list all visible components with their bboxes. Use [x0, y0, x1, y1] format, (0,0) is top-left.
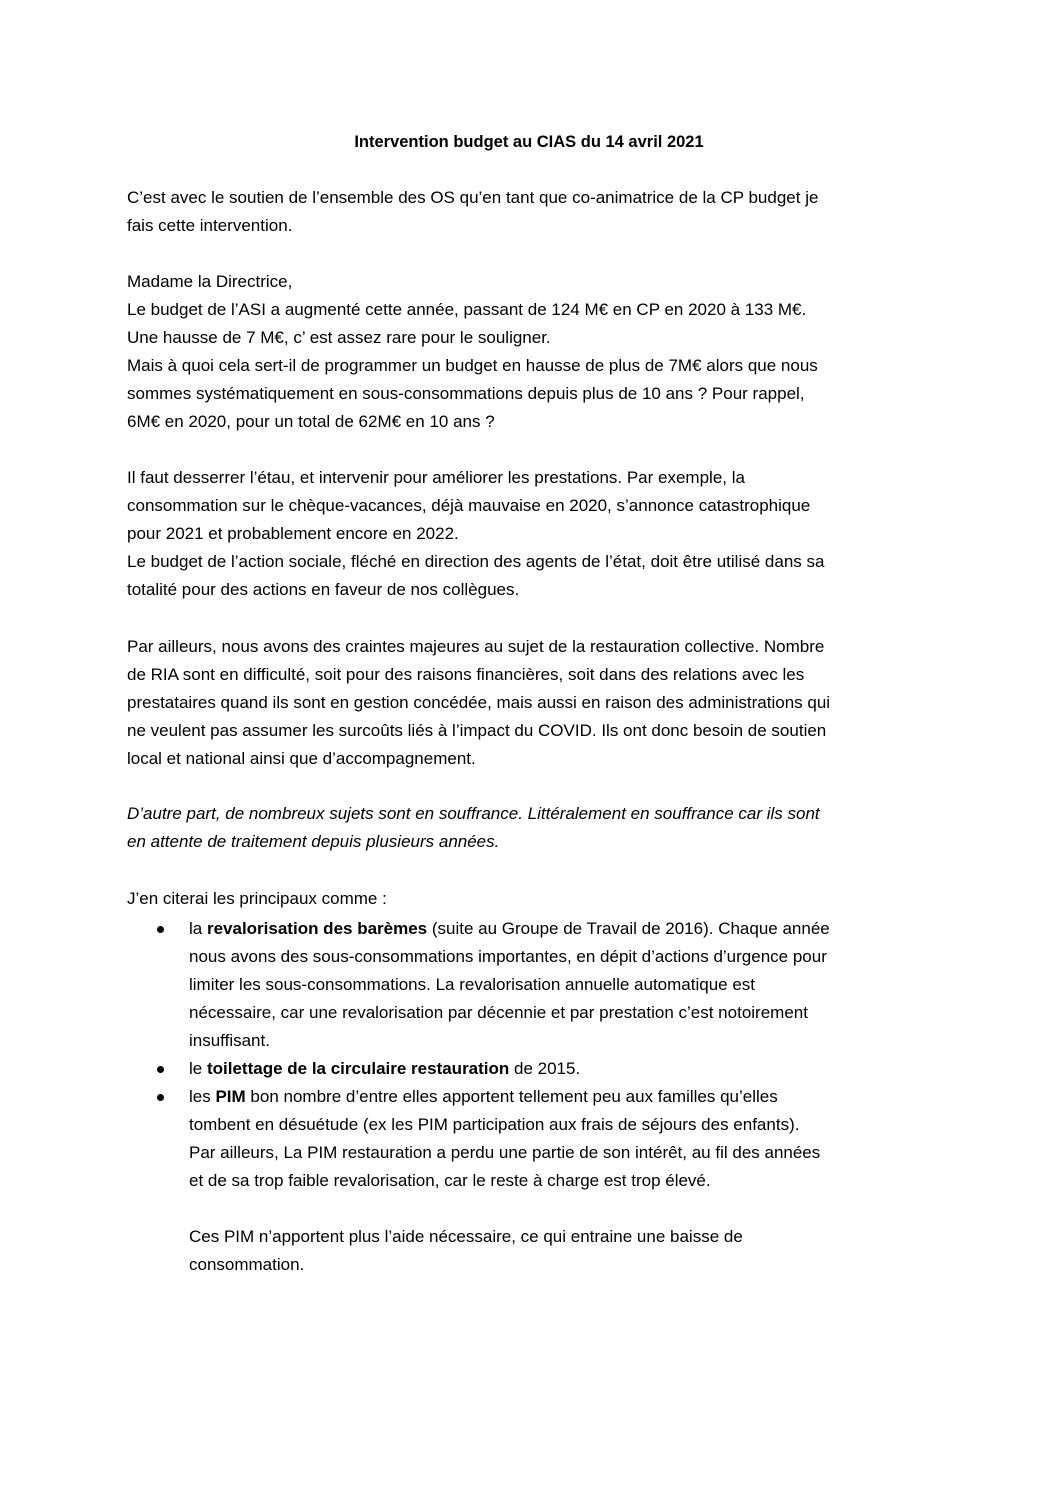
text-line: Par ailleurs, La PIM restauration a perdu une partie de son intérêt, au fil des années: [189, 1143, 821, 1162]
text-line: local et national ainsi que d’accompagnement.: [127, 749, 476, 768]
bold-term: revalorisation des barèmes: [206, 919, 428, 938]
text-line: Il faut desserrer l’étau, et intervenir pour améliorer les prestations. Par exemple, la: [127, 468, 745, 487]
text-line: ne veulent pas assumer les surcoûts liés à l’impact du COVID. Ils ont donc besoin de soutien: [127, 721, 827, 740]
intro-paragraph: [127, 184, 942, 240]
closing-paragraph: [189, 1223, 949, 1279]
text-line: les PIM bon nombre d’entre elles apportent tellement peu aux familles qu’elles: [189, 1087, 778, 1106]
text-line: C’est avec le soutien de l’ensemble des OS qu’en tant que co-animatrice de la CP budget je: [127, 188, 819, 207]
text-line: le toilettage de la circulaire restauration de 2015.: [189, 1059, 581, 1078]
bullet-icon: [157, 926, 164, 933]
text-line: la revalorisation des barèmes (suite au Groupe de Travail de 2016). Chaque année: [189, 919, 830, 938]
bullet-icon: [157, 1066, 164, 1073]
topics-list: [127, 915, 942, 1195]
text-line: et de sa trop faible revalorisation, car le reste à charge est trop élevé.: [189, 1171, 711, 1190]
text-line: de RIA sont en difficulté, soit pour des raisons financières, soit dans des relations avec les: [127, 665, 805, 684]
text-line: Mais à quoi cela sert-il de programmer un budget en hausse de plus de 7M€ alors que nous: [127, 356, 818, 375]
text-line: sommes systématiquement en sous-consommations depuis plus de 10 ans ? Pour rappel,: [127, 384, 805, 403]
text-line: Par ailleurs, nous avons des craintes majeures au sujet de la restauration collective. Nombre: [127, 637, 825, 656]
text-line: Une hausse de 7 M€, c’ est assez rare pour le souligner.: [127, 328, 551, 347]
list-intro: J’en citerai les principaux comme :: [127, 889, 387, 908]
salutation: Madame la Directrice,: [127, 272, 293, 291]
text-line: insuffisant.: [189, 1031, 270, 1050]
restauration-paragraph: [127, 633, 942, 773]
prestations-paragraph: [127, 464, 942, 604]
list-item: [127, 1083, 942, 1195]
text-line: pour 2021 et probablement encore en 2022.: [127, 524, 459, 543]
bold-term: PIM: [215, 1087, 246, 1106]
text-line: Le budget de l’action sociale, fléché en direction des agents de l’état, doit être utilisé dans sa: [127, 552, 825, 571]
text-line: Le budget de l’ASI a augmenté cette année, passant de 124 M€ en CP en 2020 à 133 M€.: [127, 300, 807, 319]
text-line: consommation.: [189, 1255, 305, 1274]
text-line: limiter les sous-consommations. La revalorisation annuelle automatique est: [189, 975, 756, 994]
budget-paragraph: [127, 296, 942, 436]
italic-paragraph: [127, 800, 942, 856]
document-title: Intervention budget au CIAS du 14 avril 2021: [354, 133, 704, 151]
text-line: Ces PIM n’apportent plus l’aide nécessaire, ce qui entraine une baisse de: [189, 1227, 743, 1246]
text-line: fais cette intervention.: [127, 216, 293, 235]
text-line: 6M€ en 2020, pour un total de 62M€ en 10 ans ?: [127, 412, 495, 431]
list-item: [127, 1055, 942, 1083]
bold-term: toilettage de la circulaire restauration: [206, 1059, 510, 1078]
text-line: D’autre part, de nombreux sujets sont en souffrance. Littéralement en souffrance car ils sont: [127, 804, 820, 823]
text-line: totalité pour des actions en faveur de nos collègues.: [127, 580, 520, 599]
list-item: [127, 915, 942, 1055]
text-line: prestataires quand ils sont en gestion concédée, mais aussi en raison des administrations qui: [127, 693, 831, 712]
text-line: tombent en désuétude (ex les PIM participation aux frais de séjours des enfants).: [189, 1115, 800, 1134]
bullet-icon: [157, 1094, 164, 1101]
text-line: nécessaire, car une revalorisation par décennie et par prestation c’est notoirement: [189, 1003, 808, 1022]
text-line: consommation sur le chèque-vacances, déjà mauvaise en 2020, s’annonce catastrophique: [127, 496, 811, 515]
text-line: en attente de traitement depuis plusieurs années.: [127, 832, 500, 851]
text-line: nous avons des sous-consommations importantes, en dépit d’actions d’urgence pour: [189, 947, 827, 966]
